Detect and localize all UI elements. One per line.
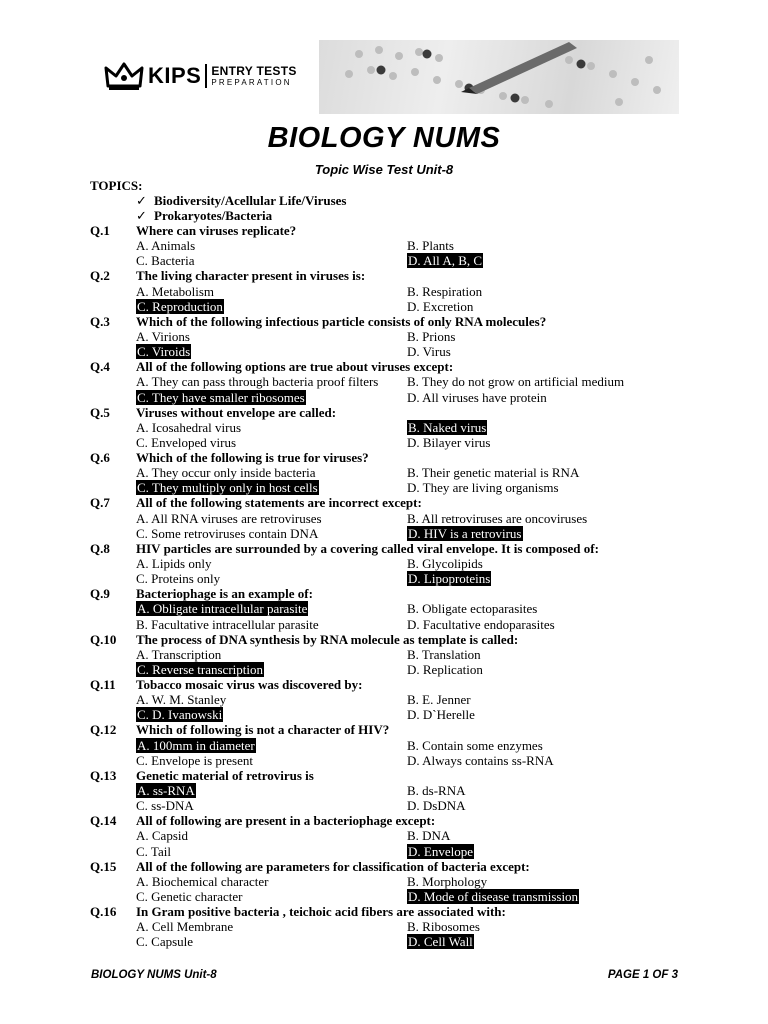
answer-option: A. They occur only inside bacteria: [136, 465, 316, 481]
question-number: Q.4: [90, 359, 110, 375]
answer-option: B. Facultative intracellular parasite: [136, 616, 319, 632]
topic-item: [136, 208, 272, 223]
answer-option: D. DsDNA: [407, 798, 466, 814]
question-number: Q.12: [90, 722, 117, 738]
correct-answer-option: C. D. Ivanowski: [137, 707, 223, 723]
topic-label: Biodiversity/Acellular Life/Viruses: [154, 193, 347, 208]
answer-option: D. Virus: [407, 344, 451, 360]
checkmark-icon: ✓: [136, 208, 147, 223]
question-text: Which of the following is true for viruses?: [136, 450, 369, 465]
answer-option: D. Bilayer virus: [407, 435, 491, 450]
question-number: Q.11: [90, 677, 116, 692]
question-number: Q.10: [90, 631, 117, 647]
kips-logo: [104, 58, 297, 94]
question-number: Q.13: [90, 767, 117, 783]
question-number: Q.15: [90, 858, 117, 874]
question-text: Where can viruses replicate?: [136, 223, 297, 238]
footer-title: BIOLOGY NUMS Unit-8: [91, 969, 217, 981]
question-number: Q.9: [90, 586, 110, 602]
question-text: The process of DNA synthesis by RNA molecule as template is called:: [136, 631, 519, 647]
answer-option: B. Translation: [407, 646, 481, 662]
answer-option: D. All viruses have protein: [407, 389, 547, 405]
question-text: All of the following are parameters for classification of bacteria except:: [136, 858, 530, 874]
correct-answer-option: D. Cell Wall: [408, 934, 473, 950]
logo-divider: [205, 64, 207, 88]
answer-option: C. Bacteria: [136, 253, 195, 269]
correct-answer-option: D. All A, B, C: [408, 253, 483, 269]
correct-answer-option: D. HIV is a retrovirus: [408, 525, 522, 541]
answer-option: A. Transcription: [136, 646, 222, 662]
answer-option: A. Virions: [136, 329, 190, 344]
question-number: Q.16: [90, 904, 117, 919]
question-text: HIV particles are surrounded by a covering called viral envelope. It is composed of:: [136, 540, 599, 556]
crown-icon: [104, 60, 144, 92]
answer-option: A. Lipids only: [136, 556, 212, 571]
correct-answer-option: D. Envelope: [408, 843, 473, 859]
answer-option: C. Proteins only: [136, 571, 221, 587]
answer-option: C. Genetic character: [136, 889, 243, 904]
question-text: All of the following statements are incorrect except:: [136, 495, 422, 511]
correct-answer-option: C. They have smaller ribosomes: [137, 389, 305, 405]
question-text: Which of the following infectious particle consists of only RNA molecules?: [136, 313, 547, 329]
page-number: PAGE 1 OF 3: [607, 969, 678, 981]
question-number: Q.3: [90, 313, 110, 329]
answer-option: A. Capsid: [136, 828, 188, 844]
answer-option: C. Enveloped virus: [136, 435, 237, 450]
correct-answer-option: A. ss-RNA: [137, 783, 195, 798]
logo-tagline: [211, 65, 296, 87]
answer-option: C. Envelope is present: [136, 752, 253, 768]
correct-answer-option: D. Lipoproteins: [408, 571, 491, 587]
checkmark-icon: ✓: [136, 193, 147, 208]
answer-option: A. All RNA viruses are retroviruses: [136, 510, 322, 526]
answer-option: A. Metabolism: [136, 283, 214, 299]
answer-option: D. Always contains ss-RNA: [407, 752, 554, 768]
question-number: Q.1: [90, 223, 110, 238]
page-title: BIOLOGY NUMS: [267, 122, 501, 154]
correct-answer-option: A. 100mm in diameter: [137, 737, 255, 753]
answer-option: C. Tail: [136, 843, 171, 859]
correct-answer-option: C. Reproduction: [137, 298, 223, 314]
correct-answer-option: D. Mode of disease transmission: [408, 889, 579, 904]
correct-answer-option: C. Viroids: [137, 344, 191, 360]
answer-option: D. Excretion: [407, 298, 474, 314]
answer-option: D. Facultative endoparasites: [407, 616, 555, 632]
question-text: Viruses without envelope are called:: [136, 404, 337, 420]
answer-option: C. ss-DNA: [136, 798, 194, 814]
answer-option: B. All retroviruses are oncoviruses: [407, 510, 588, 526]
topics-label: TOPICS:: [90, 178, 143, 193]
answer-option: B. Ribosomes: [407, 919, 480, 935]
answer-option: B. Their genetic material is RNA: [407, 465, 580, 481]
question-number: Q.7: [90, 495, 110, 511]
answer-option: A. They can pass through bacteria proof filters: [136, 374, 379, 390]
answer-option: A. Cell Membrane: [136, 919, 234, 935]
question-number: Q.5: [90, 404, 110, 420]
question-text: Genetic material of retrovirus is: [136, 767, 314, 783]
correct-answer-option: B. Naked virus: [408, 419, 487, 435]
answer-option: B. Contain some enzymes: [407, 737, 543, 753]
question-number: Q.14: [90, 813, 117, 829]
answer-option: B. DNA: [407, 828, 451, 844]
answer-option: A. Icosahedral virus: [136, 419, 242, 435]
logo-tagline-line1: ENTRY TESTS: [211, 64, 297, 78]
answer-option: B. Respiration: [407, 283, 483, 299]
answer-option: B. They do not grow on artificial medium: [407, 374, 625, 390]
correct-answer-option: C. Reverse transcription: [137, 662, 263, 677]
question-number: Q.8: [90, 540, 110, 556]
question-number: Q.6: [90, 450, 110, 465]
topic-label: Prokaryotes/Bacteria: [154, 208, 273, 223]
question-text: Bacteriophage is an example of:: [136, 586, 313, 602]
page-subtitle: Topic Wise Test Unit-8: [314, 162, 454, 177]
answer-option: D. They are living organisms: [407, 480, 559, 496]
answer-option: B. Plants: [407, 238, 454, 254]
answer-option: D. Replication: [407, 662, 483, 677]
question-number: Q.2: [90, 268, 110, 284]
question-text: All of following are present in a bacteriophage except:: [136, 813, 436, 829]
answer-option: C. Capsule: [136, 934, 194, 950]
question-text: All of the following options are true about viruses except:: [136, 359, 454, 375]
answer-option: B. Morphology: [407, 873, 488, 889]
brand-name: KIPS: [148, 63, 202, 88]
answer-option: A. Biochemical character: [136, 873, 269, 889]
answer-option: B. Glycolipids: [407, 556, 483, 571]
answer-sheet-illustration: [319, 40, 679, 114]
question-text: In Gram positive bacteria , teichoic acid fibers are associated with:: [136, 904, 506, 919]
question-text: Tobacco mosaic virus was discovered by:: [136, 677, 363, 692]
answer-option: A. W. M. Stanley: [136, 692, 227, 708]
answer-option: B. Prions: [407, 329, 456, 344]
correct-answer-option: C. They multiply only in host cells: [137, 480, 318, 496]
topic-item: [136, 193, 346, 208]
question-text: The living character present in viruses is:: [136, 268, 366, 284]
answer-option: C. Some retroviruses contain DNA: [136, 525, 319, 541]
answer-option: B. Obligate ectoparasites: [407, 601, 538, 617]
question-text: Which of following is not a character of HIV?: [136, 722, 390, 738]
correct-answer-option: A. Obligate intracellular parasite: [137, 601, 308, 617]
answer-sheet-photo: [319, 40, 679, 114]
answer-option: B. ds-RNA: [407, 783, 466, 798]
logo-tagline-line2: PREPARATION: [211, 78, 292, 87]
answer-option: D. D`Herelle: [407, 707, 475, 723]
answer-option: A. Animals: [136, 238, 196, 254]
answer-option: B. E. Jenner: [407, 692, 471, 708]
